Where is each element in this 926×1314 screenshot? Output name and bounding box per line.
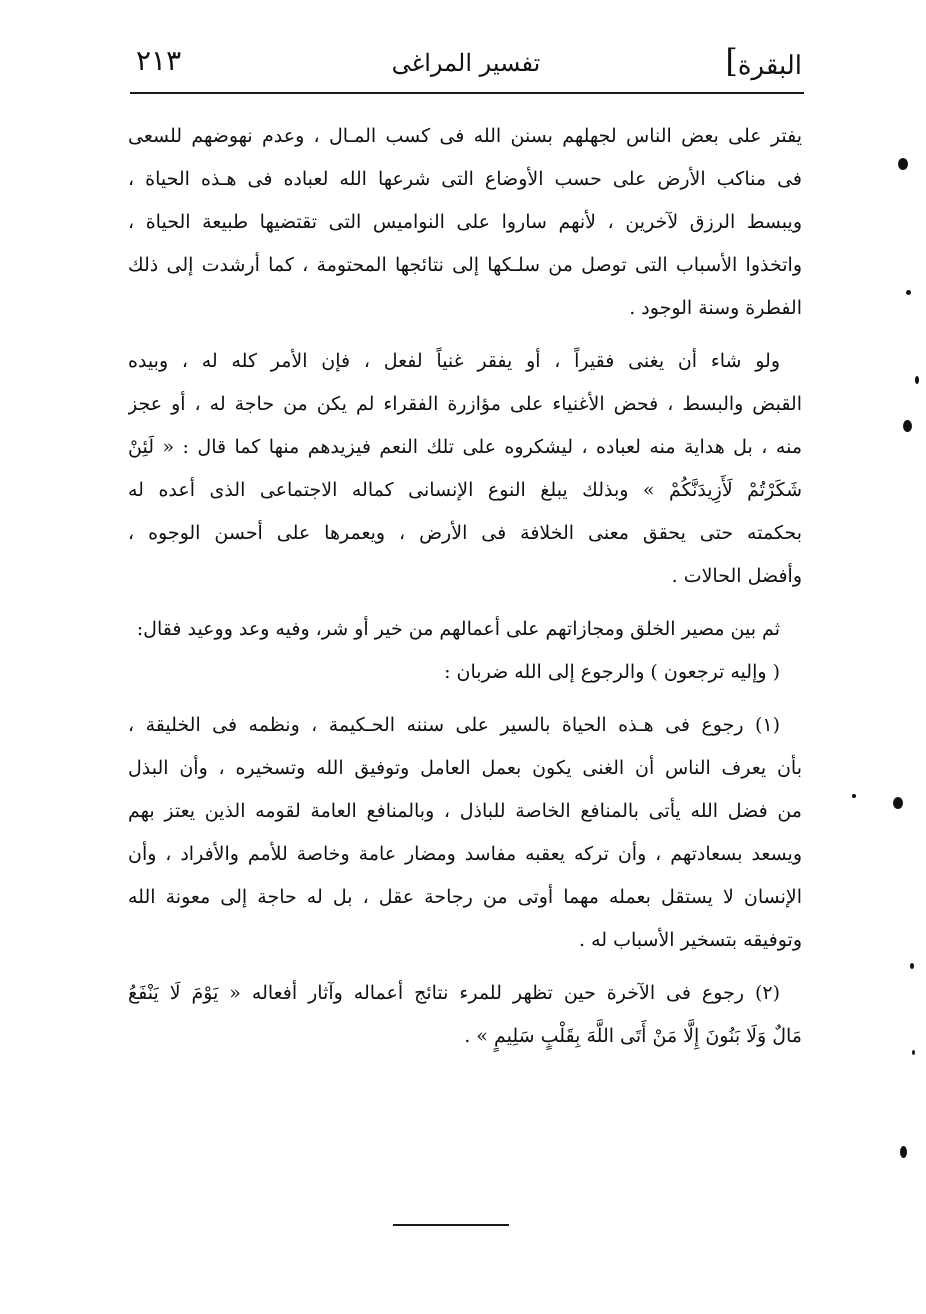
scan-speck (893, 797, 903, 809)
scan-speck (906, 290, 911, 295)
page-header (130, 40, 802, 92)
text-line: بحكمته حتى يحقق معنى الخلافة فى الأرض ، ويعمرها على أحسن الوجوه ، (128, 522, 802, 544)
header-rule (130, 92, 804, 94)
scan-speck (898, 158, 908, 170)
text-line: القبض والبسط ، فحض الأغنياء على مؤازرة الفقراء لم يكن من حاجة له ، أو عجز (128, 393, 802, 415)
text-line: وأفضل الحالات . (671, 565, 802, 587)
text-line: فى مناكب الأرض على حسب الأوضاع التى شرعها الله لعباده فى هـذه الحياة ، (128, 168, 802, 190)
scan-speck (910, 963, 914, 969)
header-bracket: ] (725, 42, 738, 80)
text-line: مَالٌ وَلَا بَنُونَ إِلَّا مَنْ أَتَى اللَّهَ بِقَلْبٍ سَلِيمٍ » . (464, 1025, 802, 1047)
scan-speck (903, 420, 912, 432)
text-line: منه ، بل هداية منه لعباده ، ليشكروه على تلك النعم فيزيدهم منها كما قال : « لَئِنْ (128, 436, 802, 458)
footer-rule (393, 1224, 509, 1226)
text-line: ولو شاء أن يغنى فقيراً ، أو يفقر غنياً لفعل ، فإن الأمر كله له ، وبيده (128, 350, 780, 372)
text-line: الفطرة وسنة الوجود . (629, 297, 802, 319)
scan-speck (852, 794, 856, 798)
text-line: ويبسط الرزق لآخرين ، لأنهم ساروا على النواميس التى تقتضيها طبيعة الحياة ، (128, 211, 802, 233)
paragraph-4 (128, 651, 802, 694)
paragraph-5 (128, 704, 802, 962)
surah-label: البقرة (737, 51, 802, 81)
text-line: (٢) رجوع فى الآخرة حين تظهر للمرء نتائج أعماله وآثار أفعاله « يَوْمَ لَا يَنْفَعُ (128, 982, 780, 1004)
text-line: ويسعد بسعادتهم ، وأن تركه يعقبه مفاسد ومضار عامة وخاصة للأمم والأفراد ، وأن (128, 843, 802, 865)
paragraph-1 (128, 115, 802, 330)
scan-speck (900, 1146, 907, 1158)
paragraph-6 (128, 972, 802, 1058)
surah-name (719, 42, 802, 83)
text-line: واتخذوا الأسباب التى توصل من سلـكها إلى نتائجها المحتومة ، كما أرشدت إلى ذلك (128, 254, 802, 276)
text-line: من فضل الله يأتى بالمنافع الخاصة للباذل ، وبالمنافع العامة لقومه الذين يعتز بهم (128, 800, 802, 822)
book-title: تفسير المراغى (391, 49, 541, 77)
text-line: شَكَرْتُمْ لَأَزِيدَنَّكُمْ » وبذلك يبلغ النوع الإنسانى كماله الاجتماعى الذى أعده له (128, 479, 802, 501)
paragraph-2 (128, 340, 802, 598)
scan-speck (912, 1050, 915, 1055)
paragraph-3 (128, 608, 802, 651)
text-line: الإنسان لا يستقل بعمله مهما أوتى من رجاحة عقل ، بل له حاجة إلى معونة الله (128, 886, 802, 908)
text-line: وتوفيقه بتسخير الأسباب له . (579, 929, 802, 951)
text-line: (١) رجوع فى هـذه الحياة بالسير على سننه الحـكيمة ، ونظمه فى الخليقة ، (128, 714, 780, 736)
text-line: ( وإليه ترجعون ) والرجوع إلى الله ضربان : (444, 661, 780, 683)
text-line: ثم بين مصير الخلق ومجازاتهم على أعمالهم من خير أو شر، وفيه وعد ووعيد فقال: (136, 618, 780, 640)
page-number: ٢١٣ (136, 44, 182, 77)
text-line: يفتر على بعض الناس لجهلهم بسنن الله فى كسب المـال ، وعدم نهوضهم للسعى (128, 125, 802, 147)
body-text (128, 115, 802, 1058)
text-line: بأن يعرف الناس أن الغنى يكون بعمل العامل وتوفيق الله وتسخيره ، وأن البذل (128, 757, 802, 779)
scan-speck (915, 376, 919, 384)
